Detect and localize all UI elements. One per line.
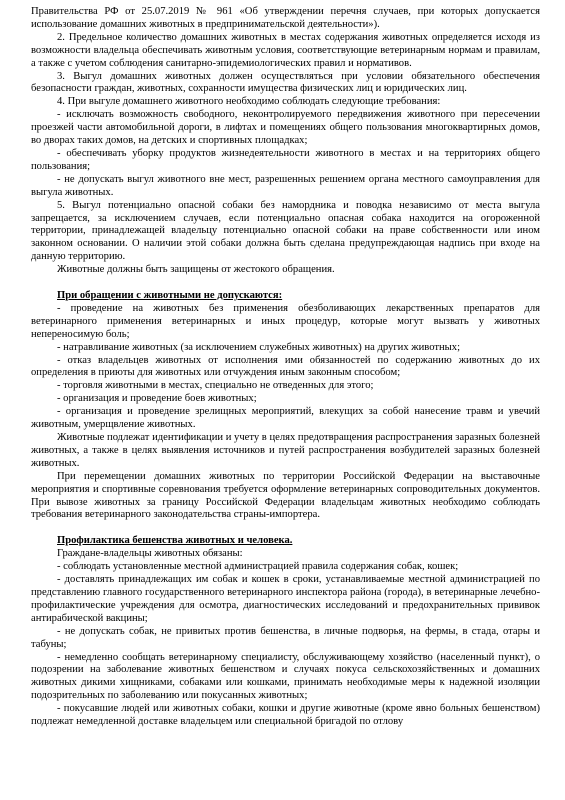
paragraph: Животные подлежат идентификации и учету в целях предотвращения распространения заразных болезней животных, а также в целях выявления источников и путей распространения возбудителей заразных болезней животных. (31, 432, 540, 469)
paragraph: - организация и проведение боев животных; (57, 393, 257, 405)
paragraph: 2. Предельное количество домашних животных в местах содержания животных определяется исходя из возможности владельца обеспечивать животным условия, соответствующие ветеринарным нормам и правилам, а также с учетом соблюдения санитарно-эпидемиологических правил и нормативов. (31, 31, 540, 69)
paragraph: 4. При выгуле домашнего животного необходимо соблюдать следующие требования: (57, 96, 441, 108)
paragraph: - проведение на животных без применения обезболивающих лекарственных препаратов для ветеринарного применения ветеринарных и иных процедур, которые могут вызвать у животных непереносимую боль; (31, 302, 540, 340)
paragraph: - соблюдать установленные местной администрацией правила содержания собак, кошек; (57, 561, 459, 573)
paragraph: 5. Выгул потенциально опасной собаки без намордника и поводка независимо от места выгула запрещается, за исключением случаев, если потенциально опасная собака находится на огороженной территории, принадлежащей владельцу потенциально опасной собаки на праве собственности или ином законном основании. О наличии этой собаки должна быть сделана предупреждающая надпись при входе на данную территорию. (31, 199, 540, 263)
paragraph: - покусавшие людей или животных собаки, кошки и другие животные (кроме явно больных бешенством) подлежат немедленной доставке владельцем или специальной бригадой по отлову (31, 703, 540, 728)
paragraph: - отказ владельцев животных от исполнения ими обязанностей по содержанию животных до их определения в приюты для животных или отчуждения иным законным способом; (31, 354, 540, 379)
paragraph: При перемещении домашних животных по территории Российской Федерации на выставочные мероприятия и спортивные соревнования требуется оформление ветеринарных сопроводительных документов. При вывозе животных за границу Российской Федерации владельцам животных необходимо соблюдать требования ветеринарного законодательства страны-импортера. (31, 470, 540, 521)
section-heading: Профилактика бешенства животных и человека. (57, 535, 293, 547)
paragraph: - организация и проведение зрелищных мероприятий, влекущих за собой нанесение травм и увечий животным, умерщвление животных. (31, 406, 540, 431)
paragraph: 3. Выгул домашних животных должен осуществляться при условии обязательного обеспечения безопасности граждан, животных, сохранности имущества физических лиц и юридических лиц. (31, 70, 540, 95)
paragraph: Животные должны быть защищены от жестокого обращения. (57, 264, 335, 276)
paragraph-gap (31, 522, 540, 535)
paragraph: - не допускать выгул животного вне мест, разрешенных решением органа местного самоуправления для выгула животных. (31, 173, 540, 198)
paragraph: Правительства РФ от 25.07.2019 № 961 «Об утверждении перечня случаев, при которых допускается использование домашних животных в предпринимательской деятельности»). (31, 6, 540, 30)
document-page (31, 6, 540, 729)
paragraph: Граждане-владельцы животных обязаны: (57, 548, 243, 560)
paragraph: - натравливание животных (за исключением служебных животных) на других животных; (57, 341, 461, 353)
paragraph: - торговля животными в местах, специально не отведенных для этого; (57, 380, 374, 392)
paragraph: - доставлять принадлежащих им собак и кошек в сроки, устанавливаемые местной администрацией по представлению главного государственного ветеринарного инспектора района (города), в ветеринарные лечебно-профилактические учреждения для осмотра, диагностических исследований и предохранительных прививок антирабической вакцины; (31, 574, 540, 624)
paragraph: - немедленно сообщать ветеринарному специалисту, обслуживающему хозяйство (населенный пункт), о подозрении на заболевание животных бешенством и случаях покуса сельскохозяйственных и домашних животных дикими хищниками, собаками или кошками, принимать необходимые меры к надежной изоляции подозрительных по заболеванию или покусанных животных; (31, 651, 540, 702)
paragraph: - исключать возможность свободного, неконтролируемого передвижения животного при пересечении проезжей части автомобильной дороги, в лифтах и помещениях общего пользования многоквартирных домов, во дворах таких домов, на детских и спортивных площадках; (31, 109, 540, 147)
section-heading: При обращении с животными не допускаются: (57, 290, 283, 302)
paragraph: - не допускать собак, не привитых против бешенства, в личные подворья, на фермы, в стада, отары и табуны; (31, 625, 540, 650)
paragraph: - обеспечивать уборку продуктов жизнедеятельности животного в местах и на территориях общего пользования; (31, 147, 540, 172)
paragraph-gap (31, 277, 540, 290)
